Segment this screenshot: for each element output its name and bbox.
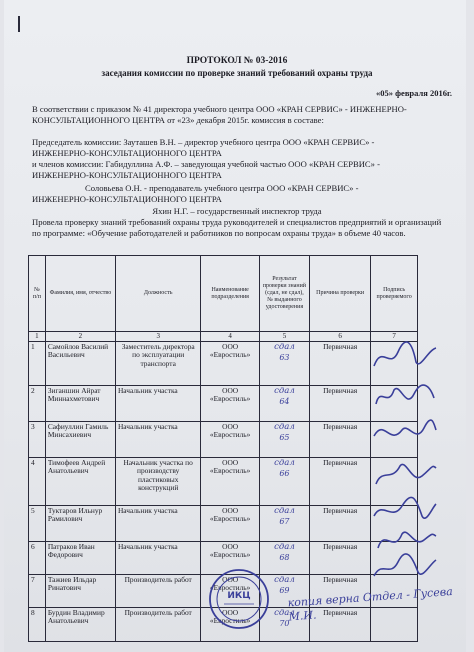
header-result: Результат проверки знаний (сдал, не сдал), № выданного удостоверения (259, 256, 309, 332)
employee-name: Туктаров Ильнур Рамилович (45, 505, 115, 541)
col-number: 5 (259, 332, 309, 342)
check-reason: Первичная (310, 421, 371, 457)
check-reason: Первичная (310, 574, 371, 607)
inspector-line: Яхин Н.Г. – государственный инспектор труда (152, 206, 322, 216)
handwritten-result: сдал 67 (274, 505, 295, 527)
header-position: Должность (115, 256, 200, 332)
signature-scribble (372, 552, 438, 586)
col-number: 1 (29, 332, 46, 342)
col-number: 3 (115, 332, 200, 342)
row-number: 4 (29, 457, 46, 505)
employee-position: Начальник участка по производству пластиковых конструкций (115, 457, 200, 505)
chair-line-1: Председатель комиссии: Зауташев В.Н. – директор учебного центра ООО «КРАН СЕРВИС» - (32, 137, 375, 147)
svg-text:ИКЦ: ИКЦ (227, 591, 251, 601)
employee-position: Производитель работ (115, 574, 200, 607)
order-line-1: В соответствии с приказом № 41 директора учебного центра ООО «КРАН СЕРВИС» - ИНЖЕНЕРНО- (32, 104, 407, 114)
result-cell (259, 457, 309, 505)
table-row (29, 341, 418, 385)
result-cell (259, 421, 309, 457)
employee-department: ООО «Евростиль» (201, 341, 259, 385)
check-reason: Первичная (310, 505, 371, 541)
employee-name: Сафиуллин Гамиль Минсахиевич (45, 421, 115, 457)
check-reason: Первичная (310, 541, 371, 574)
employee-department: ООО «Евростиль» (201, 574, 259, 607)
employee-name: Патраков Иван Федорович (45, 541, 115, 574)
signature-scribble (372, 494, 438, 528)
table-row (29, 457, 418, 505)
check-reason: Первичная (310, 457, 371, 505)
row-number: 6 (29, 541, 46, 574)
employee-name: Бурдин Владимир Анатольевич (45, 607, 115, 641)
employee-name: Самойлов Василий Васильевич (45, 341, 115, 385)
result-cell (259, 341, 309, 385)
employee-department: ООО «Евростиль» (201, 541, 259, 574)
chair-line-2: ИНЖЕНЕРНО-КОНСУЛЬТАЦИОННОГО ЦЕНТРА (32, 148, 222, 158)
handwritten-result: сдал 63 (274, 341, 295, 363)
signature-scribble (372, 380, 438, 414)
row-number: 7 (29, 574, 46, 607)
employee-department: ООО «Евростиль» (201, 421, 259, 457)
header-name: Фамилия, имя, отчество (45, 256, 115, 332)
conclusion-paragraph: Провела проверку знаний требований охраны труда руководителей и специалистов предприятий и организаций по программе: «Обучение работодателей и работников по вопросам охраны труда» в объеме 40 часов. (32, 217, 442, 238)
member3-line-1: Соловьева О.Н. - преподаватель учебного центра ООО «КРАН СЕРВИС» - (85, 183, 359, 193)
margin-mark (18, 16, 20, 32)
employee-department: ООО «Евростиль» (201, 385, 259, 421)
protocol-subtitle: заседания комиссии по проверке знаний требований охраны труда (101, 68, 373, 78)
check-reason: Первичная (310, 341, 371, 385)
row-number: 2 (29, 385, 46, 421)
handwritten-result: сдал 66 (274, 457, 295, 479)
header-number: № п/п (29, 256, 46, 332)
handwritten-result: сдал 69 (274, 574, 295, 596)
employee-department: ООО «Евростиль» (201, 505, 259, 541)
row-number: 3 (29, 421, 46, 457)
check-reason: Первичная (310, 607, 371, 641)
employee-department: ООО «Евростиль» (201, 607, 259, 641)
table-row (29, 421, 418, 457)
col-number: 4 (201, 332, 259, 342)
members-line-1: и членов комиссии: Габидуллина А.Ф. – заведующая учебной частью ООО «КРАН СЕРВИС» - (32, 159, 380, 169)
employee-name: Зиганшин Айрат Миннахметович (45, 385, 115, 421)
table-row (29, 505, 418, 541)
col-number: 2 (45, 332, 115, 342)
header-signature: Подпись проверяемого (371, 256, 418, 332)
employee-department: ООО «Евростиль» (201, 457, 259, 505)
employee-position: Начальник участка (115, 505, 200, 541)
signature-scribble (372, 458, 438, 492)
protocol-title: ПРОТОКОЛ № 03-2016 (186, 56, 288, 66)
employee-position: Производитель работ (115, 607, 200, 641)
certification-note: копия верна Отдел - Гусева М.И. (287, 584, 454, 624)
handwritten-result: сдал 68 (274, 541, 295, 563)
handwritten-result: сдал 64 (274, 385, 295, 407)
row-number: 5 (29, 505, 46, 541)
header-reason: Причина проверки (310, 256, 371, 332)
signature-scribble (372, 340, 438, 374)
employee-position: Начальник участка (115, 541, 200, 574)
employee-position: Заместитель директора по эксплуатации транспорта (115, 341, 200, 385)
member3-line-2: ИНЖЕНЕРНО-КОНСУЛЬТАЦИОННОГО ЦЕНТРА (32, 194, 222, 204)
result-cell (259, 505, 309, 541)
employee-position: Начальник участка (115, 385, 200, 421)
protocol-date: «05» февраля 2016г. (376, 88, 452, 98)
members-line-2: ИНЖЕНЕРНО-КОНСУЛЬТАЦИОННОГО ЦЕНТРА (32, 170, 222, 180)
check-reason: Первичная (310, 385, 371, 421)
row-number: 1 (29, 341, 46, 385)
employee-position: Начальник участка (115, 421, 200, 457)
handwritten-result: сдал 70 (274, 607, 295, 629)
employee-name: Тимофеев Андрей Анатольевич (45, 457, 115, 505)
organization-stamp (208, 568, 270, 630)
col-number: 7 (371, 332, 418, 342)
col-number: 6 (310, 332, 371, 342)
table-row (29, 385, 418, 421)
employee-name: Тажиев Ильдар Ринатович (45, 574, 115, 607)
row-number: 8 (29, 607, 46, 641)
handwritten-result: сдал 65 (274, 421, 295, 443)
signature-scribble (372, 416, 438, 450)
header-department: Наименование подразделения (201, 256, 259, 332)
result-cell (259, 385, 309, 421)
order-line-2: КОНСУЛЬТАЦИОННОГО ЦЕНТРА от «23» декабря 2015г. комиссия в составе: (32, 115, 324, 125)
